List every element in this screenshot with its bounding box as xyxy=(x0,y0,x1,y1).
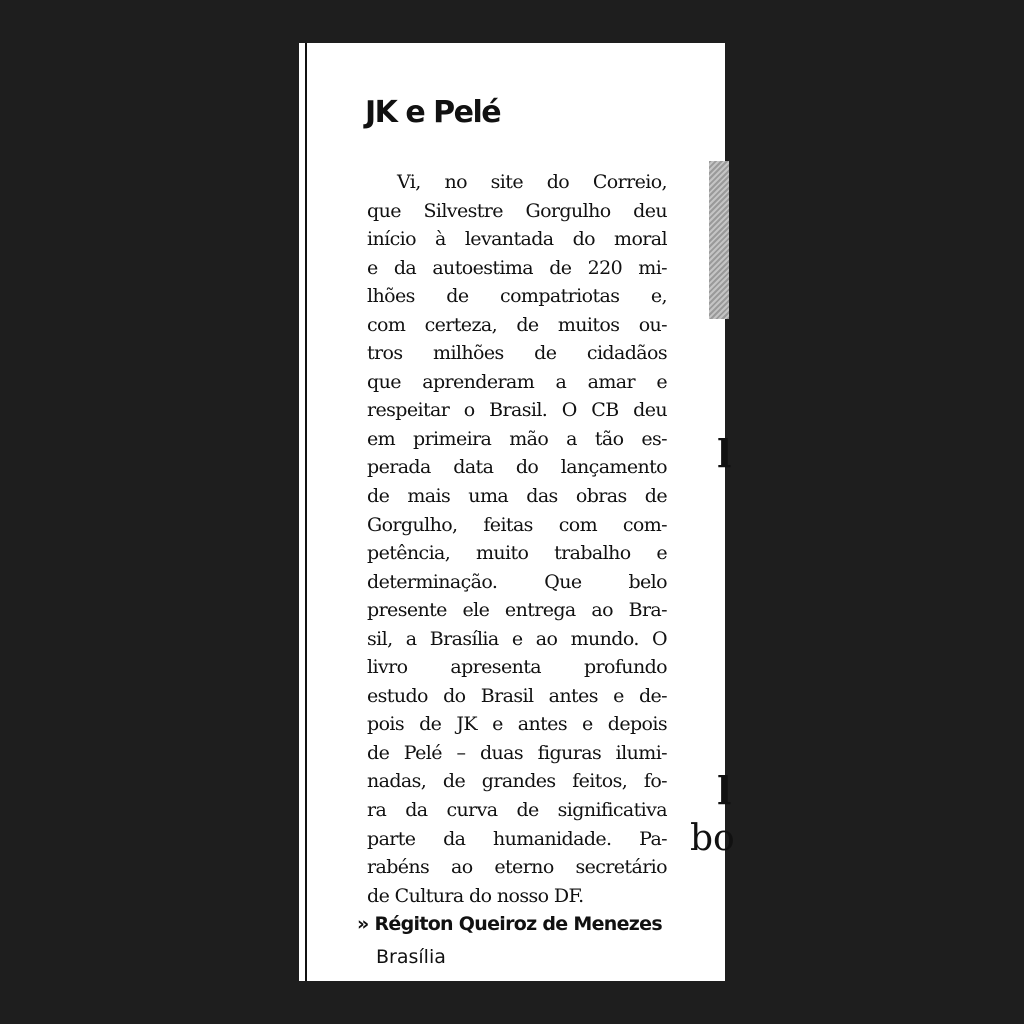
body-line: presente ele entrega ao Bra- xyxy=(367,599,667,622)
body-line: ra da curva de significativa xyxy=(367,799,667,822)
body-line: rabéns ao eterno secretário xyxy=(367,856,667,879)
body-line: parte da humanidade. Pa- xyxy=(367,827,667,850)
body-line: lhões de compatriotas e, xyxy=(367,285,667,308)
letter-author: » Régiton Queiroz de Menezes xyxy=(357,913,662,935)
body-line: petência, muito trabalho e xyxy=(367,542,667,565)
body-line: que aprenderam a amar e xyxy=(367,370,667,393)
adjacent-text-fragment: l xyxy=(717,431,732,476)
body-line: sil, a Brasília e ao mundo. O xyxy=(367,627,667,650)
body-line: com certeza, de muitos ou- xyxy=(367,313,667,336)
column-rule xyxy=(305,43,307,981)
body-line: perada data do lançamento xyxy=(367,456,667,479)
body-line: de Cultura do nosso DF. xyxy=(367,884,584,907)
body-line: de mais uma das obras de xyxy=(367,485,667,508)
body-line: estudo do Brasil antes e de- xyxy=(367,684,667,707)
body-line: respeitar o Brasil. O CB deu xyxy=(367,399,667,422)
body-line: nadas, de grandes feitos, fo- xyxy=(367,770,667,793)
body-line: de Pelé – duas figuras ilumi- xyxy=(367,741,667,764)
adjacent-photo-fragment xyxy=(709,161,729,319)
adjacent-text-fragment: l xyxy=(717,768,732,813)
letter-headline: JK e Pelé xyxy=(365,95,501,130)
author-city: Brasília xyxy=(376,946,446,968)
body-line: Vi, no site do Correio, xyxy=(397,171,667,193)
body-line: pois de JK e antes e depois xyxy=(367,713,667,736)
body-line: que Silvestre Gorgulho deu xyxy=(367,199,667,222)
body-line: tros milhões de cidadãos xyxy=(367,342,667,365)
newspaper-clipping xyxy=(299,43,735,981)
letter-body xyxy=(367,168,667,910)
body-line: em primeira mão a tão es- xyxy=(367,427,667,450)
body-line: início à levantada do moral xyxy=(367,228,667,251)
body-line: livro apresenta profundo xyxy=(367,656,667,679)
body-line: Gorgulho, feitas com com- xyxy=(367,513,667,536)
body-line: determinação. Que belo xyxy=(367,570,667,593)
body-line: e da autoestima de 220 mi- xyxy=(367,256,667,279)
adjacent-text-fragment: bo xyxy=(690,818,735,859)
